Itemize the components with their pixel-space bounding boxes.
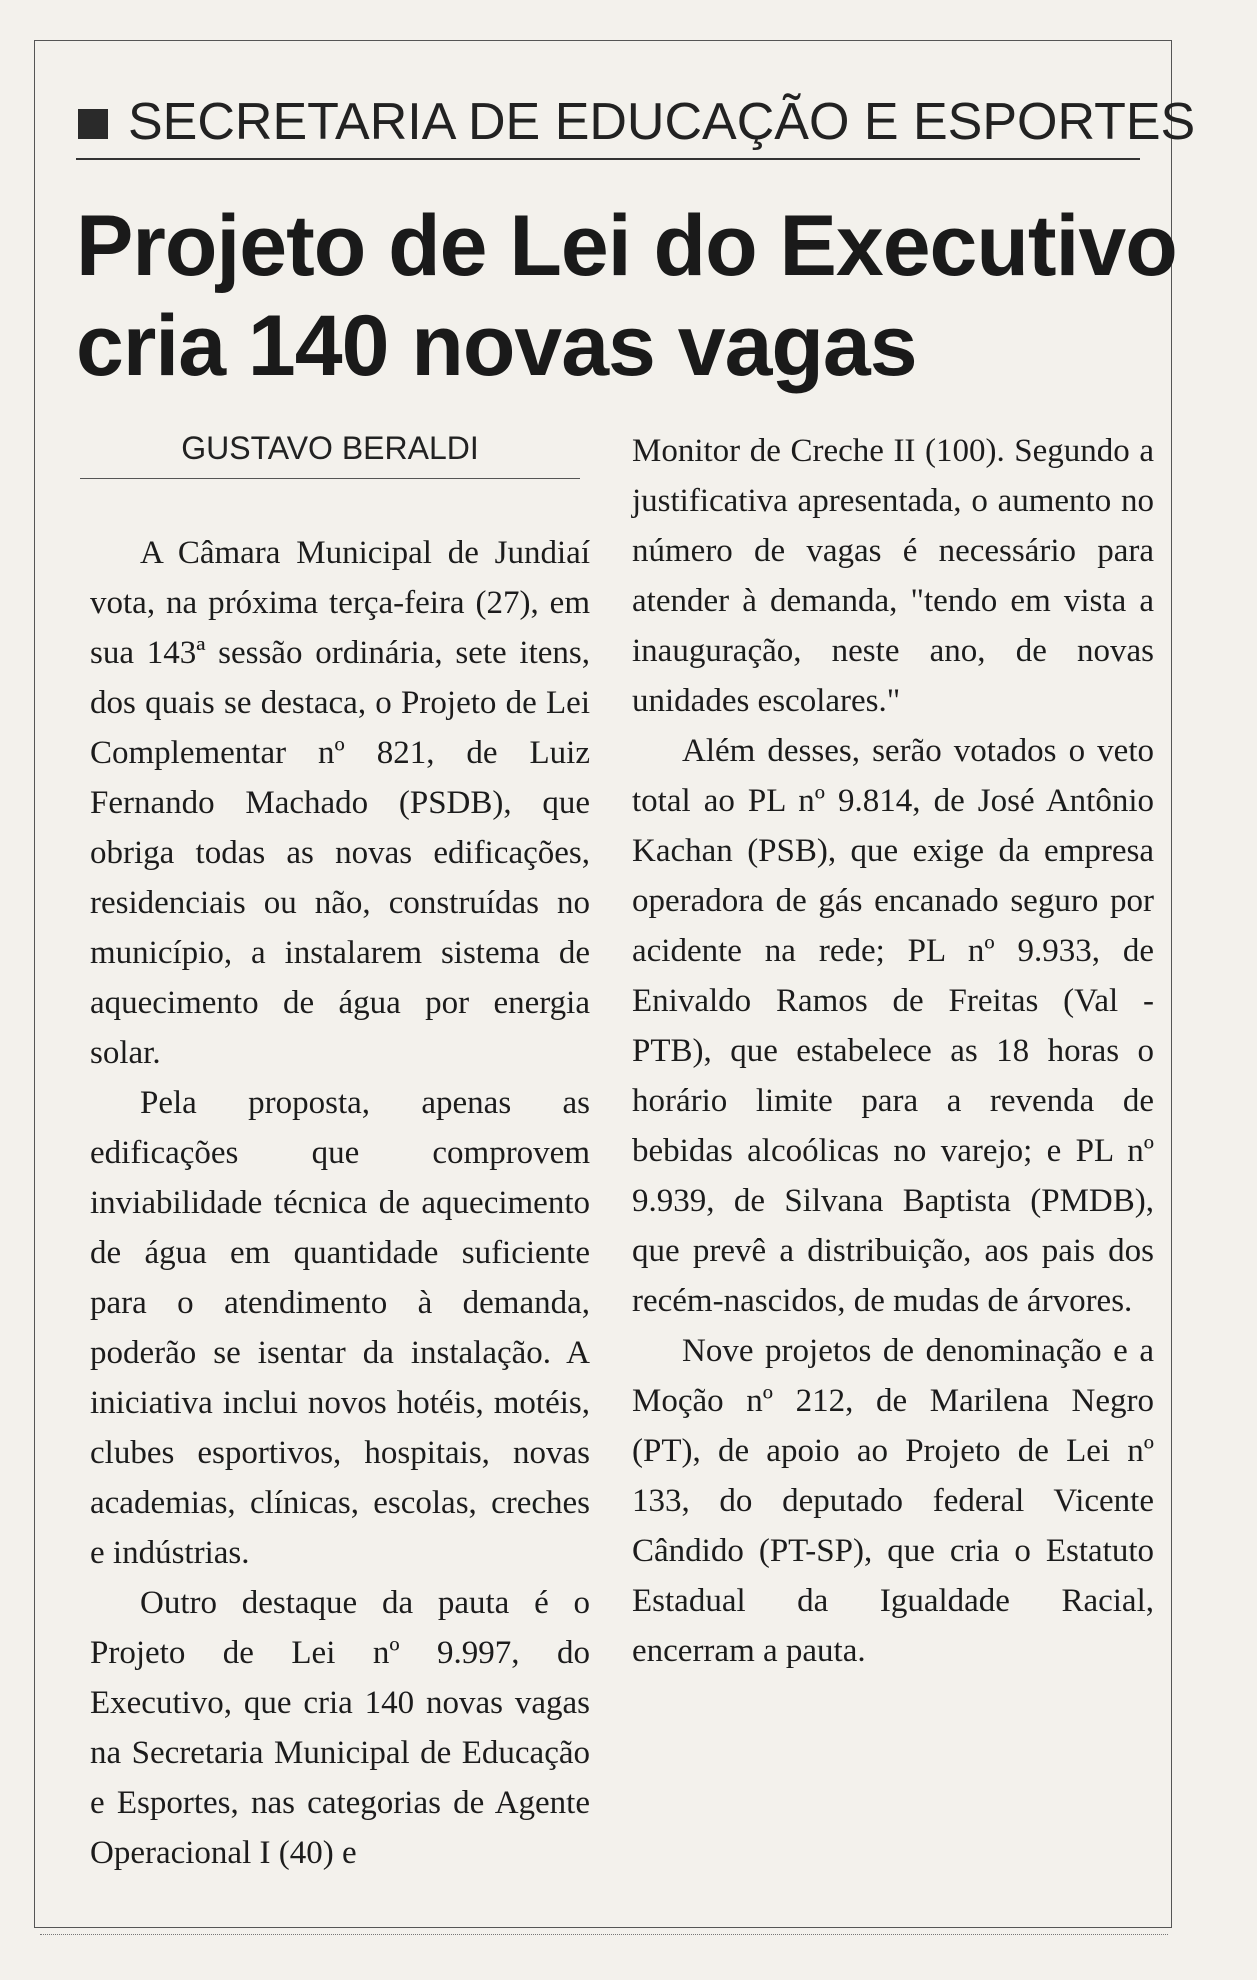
- bottom-dotted-rule: [40, 1934, 1168, 1935]
- paragraph: Monitor de Creche II (100). Segundo a justificativa apresentada, o aumento no número de vagas é necessário para atender à demanda, "tendo em vista a inauguração, neste ano, de novas unidades escolares.": [632, 433, 1154, 719]
- byline: GUSTAVO BERALDI: [181, 430, 479, 466]
- square-bullet-icon: [78, 109, 108, 139]
- headline-line-1: Projeto de Lei do Executivo: [76, 198, 1177, 294]
- paragraph: Pela proposta, apenas as edificações que comprovem inviabilidade técnica de aquecimento de água em quantidade suficiente para o atendimento à demanda, poderão se isentar da instalação. A iniciativa inclui novos hotéis, motéis, clubes esportivos, hospitais, novas academias, clínicas, escolas, creches e indústrias.: [90, 1085, 590, 1571]
- column-right: [632, 426, 1154, 1676]
- column-left: [90, 528, 590, 1878]
- section-kicker: [78, 92, 1196, 152]
- paragraph: Nove projetos de denominação e a Moção nº 212, de Marilena Negro (PT), de apoio ao Projeto de Lei nº 133, do deputado federal Vicente Cândido (PT-SP), que cria o Estatuto Estadual da Igualdade Racial, encerram a pauta.: [632, 1333, 1154, 1669]
- section-rule: [76, 158, 1140, 160]
- paragraph: Além desses, serão votados o veto total ao PL nº 9.814, de José Antônio Kachan (PSB), que exige da empresa operadora de gás encanado seguro por acidente na rede; PL nº 9.933, de Enivaldo Ramos de Freitas (Val - PTB), que estabelece as 18 horas o horário limite para a revenda de bebidas alcoólicas no varejo; e PL nº 9.939, de Silvana Baptista (PMDB), que prevê a distribuição, aos pais dos recém-nascidos, de mudas de árvores.: [632, 733, 1154, 1319]
- paragraph: A Câmara Municipal de Jundiaí vota, na próxima terça-feira (27), em sua 143ª sessão ordinária, sete itens, dos quais se destaca, o Projeto de Lei Complementar nº 821, de Luiz Fernando Machado (PSDB), que obriga todas as novas edificações, residenciais ou não, construídas no município, a instalarem sistema de aquecimento de água por energia solar.: [90, 535, 590, 1071]
- headline: [76, 196, 1177, 396]
- section-title: SECRETARIA DE EDUCAÇÃO E ESPORTES: [128, 93, 1196, 151]
- byline-rule: [80, 478, 580, 479]
- paragraph: Outro destaque da pauta é o Projeto de Lei nº 9.997, do Executivo, que cria 140 novas vagas na Secretaria Municipal de Educação e Esportes, nas categorias de Agente Operacional I (40) e: [90, 1585, 590, 1871]
- headline-line-2: cria 140 novas vagas: [76, 298, 917, 394]
